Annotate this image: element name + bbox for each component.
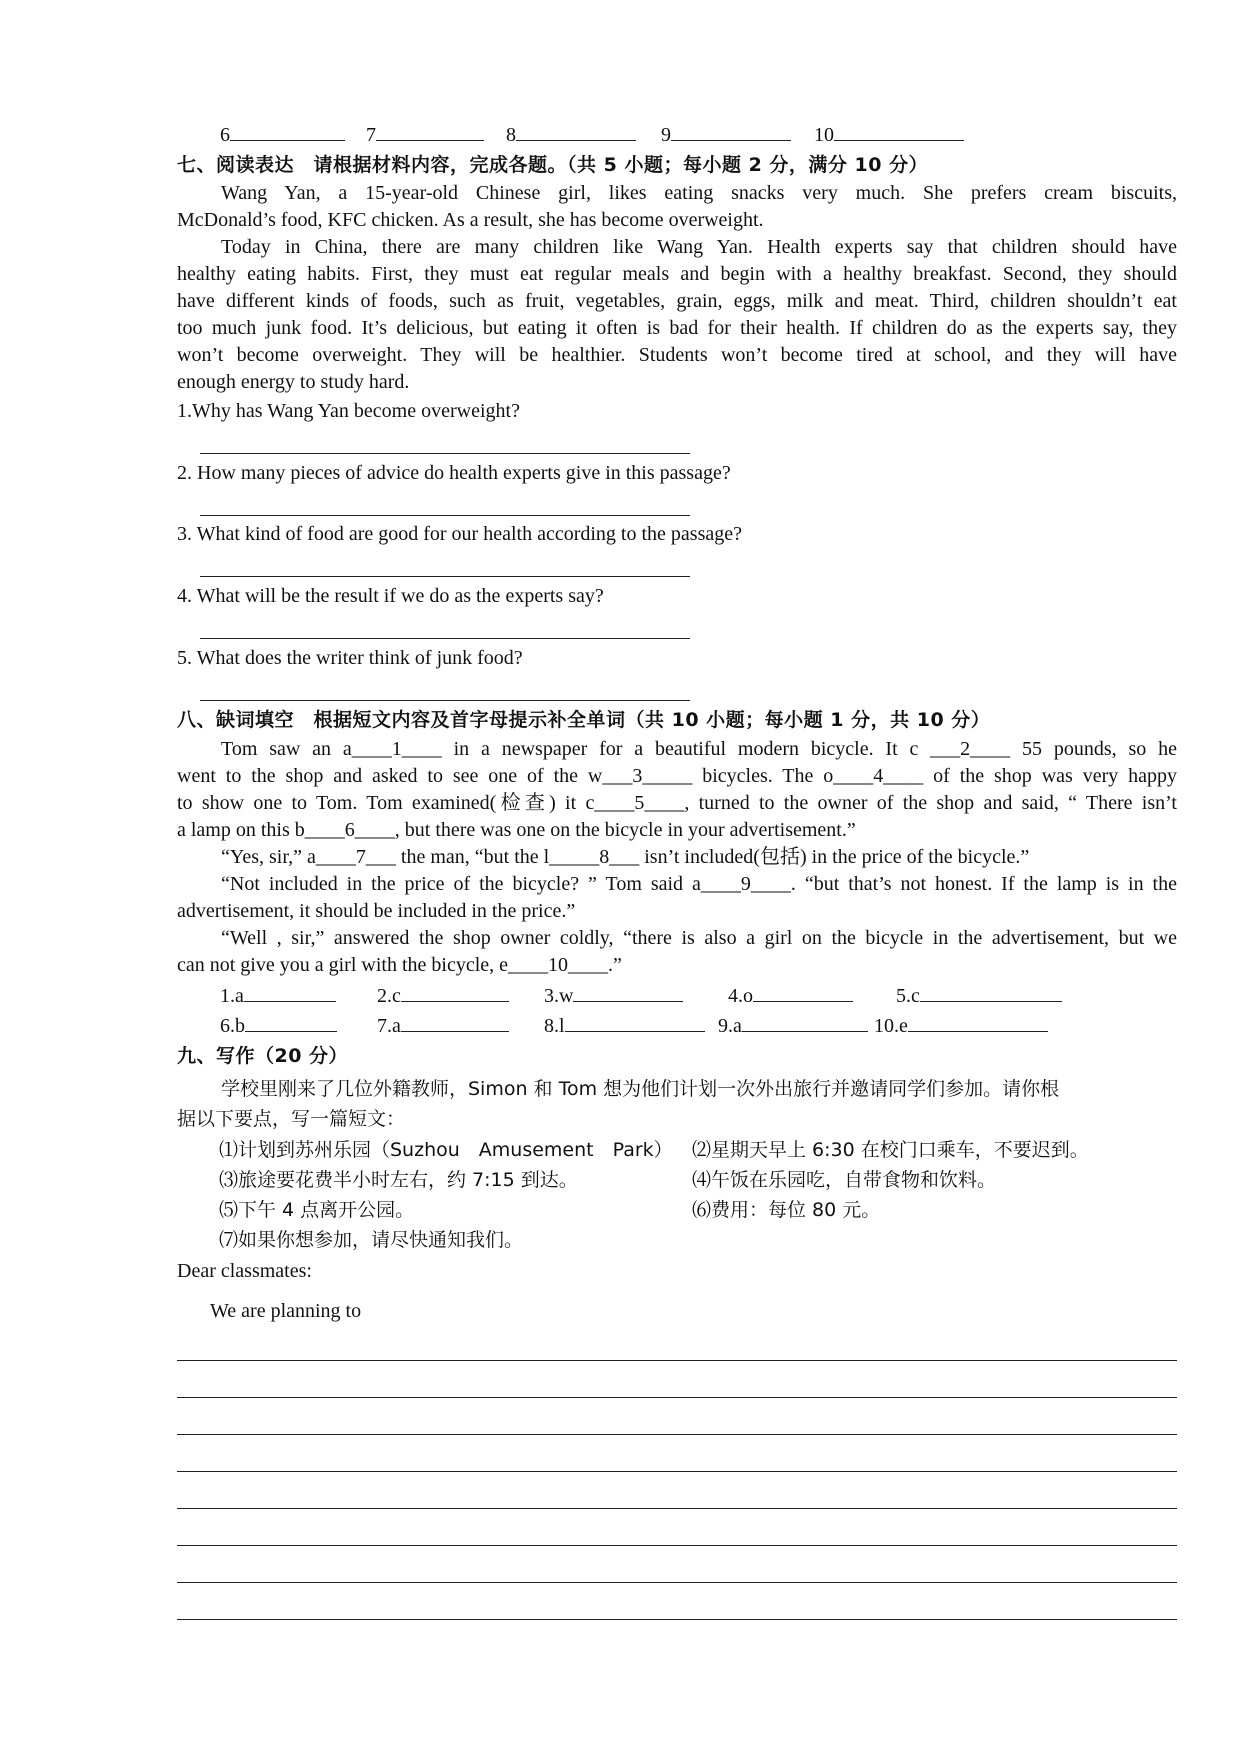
answer-line bbox=[753, 983, 853, 1002]
answer-blank-8[interactable] bbox=[544, 1013, 705, 1040]
writing-point-6: ⑹费用：每位 80 元。 bbox=[692, 1199, 881, 1221]
answer-line bbox=[401, 983, 509, 1002]
section7-paragraph1-line1: Wang Yan, a 15-year-old Chinese girl, likes eating snacks very much. She prefers cream biscuits, bbox=[221, 182, 1177, 204]
section8-line8: “Well , sir,” answered the shop owner coldly, “there is also a girl on the bicycle in the advertisement, but we bbox=[221, 927, 1177, 949]
top-blank-8[interactable] bbox=[506, 122, 636, 149]
writing-line-8[interactable] bbox=[177, 1618, 1177, 1620]
writing-line-1[interactable] bbox=[177, 1359, 1177, 1361]
top-blank-10[interactable] bbox=[814, 122, 964, 149]
question-1: 1.Why has Wang Yan become overweight? bbox=[177, 400, 520, 422]
section8-line5: “Yes, sir,” a____7___ the man, “but the l_____8___ isn’t included(包括) in the price of the bicycle.” bbox=[221, 846, 1030, 868]
top-blank-7[interactable] bbox=[366, 122, 484, 149]
section7-heading: 七、阅读表达 请根据材料内容，完成各题。（共 5 小题；每小题 2 分，满分 10 分） bbox=[177, 154, 929, 176]
answer-line bbox=[565, 1013, 705, 1032]
answer-line-2[interactable] bbox=[200, 514, 690, 516]
letter-salutation: Dear classmates: bbox=[177, 1260, 312, 1282]
answer-label: 2.c bbox=[377, 985, 401, 1007]
writing-intro-line1: 学校里刚来了几位外籍教师，Simon 和 Tom 想为他们计划一次外出旅行并邀请同学们参加。请你根 bbox=[221, 1078, 1060, 1100]
answer-line-4[interactable] bbox=[200, 637, 690, 639]
answer-line bbox=[244, 983, 336, 1002]
answer-blank-7[interactable] bbox=[377, 1013, 509, 1040]
answer-line-1[interactable] bbox=[200, 452, 690, 454]
answer-line bbox=[573, 983, 683, 1002]
writing-line-3[interactable] bbox=[177, 1433, 1177, 1435]
section8-line2: went to the shop and asked to see one of the w___3_____ bicycles. The o____4____ of the shop was very happy bbox=[177, 765, 1177, 787]
top-blank-label: 7 bbox=[366, 124, 376, 146]
answer-line bbox=[671, 122, 791, 141]
writing-line-2[interactable] bbox=[177, 1396, 1177, 1398]
answer-blank-5[interactable] bbox=[896, 983, 1062, 1010]
writing-point-4: ⑷午饭在乐园吃，自带食物和饮料。 bbox=[692, 1169, 997, 1191]
answer-line bbox=[401, 1013, 509, 1032]
section8-line3: to show one to Tom. Tom examined(检查) it c____5____, turned to the owner of the shop and said, “ There isn’t bbox=[177, 792, 1177, 814]
answer-blank-10[interactable] bbox=[874, 1013, 1048, 1040]
answer-label: 7.a bbox=[377, 1015, 401, 1037]
section7-paragraph2-line4: too much junk food. It’s delicious, but eating it often is bad for their health. If children do as the experts say, they bbox=[177, 317, 1177, 339]
section7-paragraph2-line5: won’t become overweight. They will be healthier. Students won’t become tired at school, and they will have bbox=[177, 344, 1177, 366]
section7-paragraph2-line2: healthy eating habits. First, they must eat regular meals and begin with a healthy breakfast. Second, they should bbox=[177, 263, 1177, 285]
writing-point-1: ⑴计划到苏州乐园（Suzhou Amusement Park） bbox=[219, 1139, 673, 1161]
answer-line bbox=[834, 122, 964, 141]
answer-line bbox=[245, 1013, 337, 1032]
writing-line-7[interactable] bbox=[177, 1581, 1177, 1583]
writing-point-3: ⑶旅途要花费半小时左右，约 7:15 到达。 bbox=[219, 1169, 578, 1191]
section9-heading: 九、写作（20 分） bbox=[177, 1045, 349, 1067]
writing-line-4[interactable] bbox=[177, 1470, 1177, 1472]
writing-line-6[interactable] bbox=[177, 1544, 1177, 1546]
section8-line4: a lamp on this b____6____, but there was one on the bicycle in your advertisement.” bbox=[177, 819, 856, 841]
section7-paragraph2-line1: Today in China, there are many children like Wang Yan. Health experts say that children should have bbox=[221, 236, 1177, 258]
section8-heading: 八、缺词填空 根据短文内容及首字母提示补全单词（共 10 小题；每小题 1 分，共 10 分） bbox=[177, 709, 991, 731]
answer-blank-2[interactable] bbox=[377, 983, 509, 1010]
letter-opening: We are planning to bbox=[210, 1300, 362, 1322]
answer-label: 4.o bbox=[728, 985, 753, 1007]
answer-label: 5.c bbox=[896, 985, 920, 1007]
answer-blank-6[interactable] bbox=[220, 1013, 337, 1040]
answer-label: 10.e bbox=[874, 1015, 908, 1037]
top-blank-label: 6 bbox=[220, 124, 230, 146]
section8-line6: “Not included in the price of the bicycle? ” Tom said a____9____. “but that’s not honest. If the lamp is in the bbox=[221, 873, 1177, 895]
answer-blank-3[interactable] bbox=[544, 983, 683, 1010]
top-blank-label: 9 bbox=[661, 124, 671, 146]
answer-blank-9[interactable] bbox=[718, 1013, 868, 1040]
writing-line-5[interactable] bbox=[177, 1507, 1177, 1509]
section7-paragraph1-line2: McDonald’s food, KFC chicken. As a result, she has become overweight. bbox=[177, 209, 764, 231]
answer-label: 1.a bbox=[220, 985, 244, 1007]
writing-intro-line2: 据以下要点，写一篇短文： bbox=[177, 1108, 406, 1130]
answer-label: 9.a bbox=[718, 1015, 742, 1037]
question-5: 5. What does the writer think of junk food? bbox=[177, 647, 523, 669]
answer-line bbox=[908, 1013, 1048, 1032]
top-blank-label: 10 bbox=[814, 124, 834, 146]
answer-line-5[interactable] bbox=[200, 699, 690, 701]
question-3: 3. What kind of food are good for our health according to the passage? bbox=[177, 523, 742, 545]
answer-label: 6.b bbox=[220, 1015, 245, 1037]
top-blank-6[interactable] bbox=[220, 122, 345, 149]
top-blank-9[interactable] bbox=[661, 122, 791, 149]
section8-line1: Tom saw an a____1____ in a newspaper for a beautiful modern bicycle. It c ___2____ 55 pounds, so he bbox=[221, 738, 1177, 760]
answer-line bbox=[376, 122, 484, 141]
writing-point-2: ⑵星期天早上 6:30 在校门口乘车，不要迟到。 bbox=[692, 1139, 1089, 1161]
answer-line-3[interactable] bbox=[200, 575, 690, 577]
answer-blank-1[interactable] bbox=[220, 983, 336, 1010]
writing-point-7: ⑺如果你想参加，请尽快通知我们。 bbox=[219, 1229, 524, 1251]
top-blank-label: 8 bbox=[506, 124, 516, 146]
answer-line bbox=[516, 122, 636, 141]
section8-line7: advertisement, it should be included in the price.” bbox=[177, 900, 576, 922]
answer-label: 3.w bbox=[544, 985, 574, 1007]
writing-point-5: ⑸下午 4 点离开公园。 bbox=[219, 1199, 415, 1221]
section8-line9: can not give you a girl with the bicycle, e____10____.” bbox=[177, 954, 622, 976]
answer-label: 8.l bbox=[544, 1015, 565, 1037]
section7-paragraph2-line6: enough energy to study hard. bbox=[177, 371, 410, 393]
question-4: 4. What will be the result if we do as the experts say? bbox=[177, 585, 604, 607]
question-2: 2. How many pieces of advice do health experts give in this passage? bbox=[177, 462, 731, 484]
answer-blank-4[interactable] bbox=[728, 983, 853, 1010]
answer-line bbox=[920, 983, 1062, 1002]
answer-line bbox=[230, 122, 345, 141]
section7-paragraph2-line3: have different kinds of foods, such as fruit, vegetables, grain, eggs, milk and meat. Third, children shouldn’t eat bbox=[177, 290, 1177, 312]
answer-line bbox=[742, 1013, 868, 1032]
